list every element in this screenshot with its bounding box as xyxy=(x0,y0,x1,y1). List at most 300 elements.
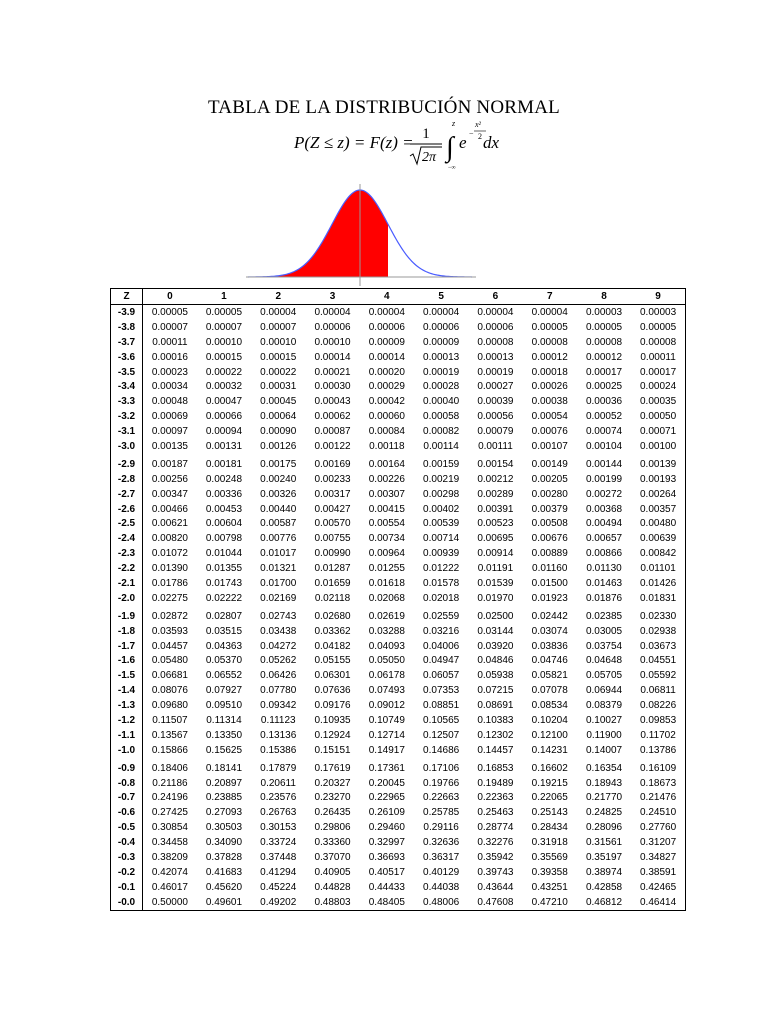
column-header-4: 4 xyxy=(360,289,414,305)
probability-cell: 0.01923 xyxy=(531,592,568,604)
probability-cell: 0.02118 xyxy=(314,592,351,604)
probability-cell: 0.00076 xyxy=(531,426,568,438)
probability-cell: 0.00466 xyxy=(151,503,188,515)
probability-cell: 0.38974 xyxy=(585,866,623,878)
probability-cell: 0.08534 xyxy=(531,700,568,712)
probability-cell: 0.00889 xyxy=(531,548,568,560)
probability-cell: 0.20327 xyxy=(314,777,351,789)
probability-cell: 0.00032 xyxy=(205,381,243,393)
probability-cell: 0.00357 xyxy=(640,503,677,515)
probability-cell: 0.28774 xyxy=(477,822,514,834)
probability-cell: 0.01578 xyxy=(423,577,460,589)
column-header-7: 7 xyxy=(523,289,577,305)
probability-cell: 0.00298 xyxy=(423,488,460,500)
probability-cell: 0.30503 xyxy=(205,822,243,834)
probability-cell: 0.43251 xyxy=(531,881,568,893)
probability-cell: 0.00107 xyxy=(531,440,568,452)
probability-cell: 0.11314 xyxy=(206,714,242,726)
probability-cell: 0.18141 xyxy=(205,762,243,774)
probability-cell: 0.14917 xyxy=(368,744,405,756)
probability-cell: 0.01101 xyxy=(640,563,676,575)
probability-cell: 0.18673 xyxy=(640,777,677,789)
probability-cell: 0.05821 xyxy=(531,670,568,682)
probability-cell: 0.00539 xyxy=(423,518,460,530)
probability-cell: 0.00480 xyxy=(640,518,677,530)
table-row xyxy=(111,728,686,743)
probability-cell: 0.00144 xyxy=(585,458,623,470)
z-value-cell: -0.6 xyxy=(111,805,143,820)
probability-cell: 0.00523 xyxy=(477,518,514,530)
z-value-cell: -3.4 xyxy=(111,379,143,394)
probability-cell: 0.28096 xyxy=(585,822,623,834)
probability-cell: 0.00755 xyxy=(314,533,351,545)
probability-cell: 0.42465 xyxy=(640,881,677,893)
probability-cell: 0.00280 xyxy=(531,488,568,500)
probability-cell: 0.01743 xyxy=(205,577,243,589)
probability-cell: 0.35942 xyxy=(477,852,514,863)
probability-cell: 0.00027 xyxy=(477,381,514,393)
probability-cell: 0.23885 xyxy=(205,792,243,804)
table-row xyxy=(111,320,686,335)
probability-cell: 0.00866 xyxy=(585,548,623,560)
probability-cell: 0.40517 xyxy=(368,866,405,878)
table-row xyxy=(111,606,686,624)
probability-cell: 0.41294 xyxy=(260,866,297,878)
probability-cell: 0.00056 xyxy=(477,411,514,423)
probability-cell: 0.00135 xyxy=(151,440,188,452)
probability-cell: 0.35569 xyxy=(531,852,568,863)
probability-cell: 0.07215 xyxy=(477,685,514,697)
probability-cell: 0.00090 xyxy=(260,426,297,438)
probability-cell: 0.00005 xyxy=(151,306,188,318)
probability-cell: 0.02385 xyxy=(585,610,623,622)
probability-cell: 0.02442 xyxy=(531,610,568,622)
probability-cell: 0.00052 xyxy=(585,411,623,423)
probability-cell: 0.05155 xyxy=(314,655,351,667)
probability-cell: 0.02500 xyxy=(477,610,514,622)
probability-cell: 0.31918 xyxy=(531,837,568,849)
probability-cell: 0.11507 xyxy=(152,714,188,726)
probability-cell: 0.09510 xyxy=(205,700,243,712)
z-value-cell: -2.3 xyxy=(111,546,143,561)
probability-cell: 0.00139 xyxy=(640,458,677,470)
probability-cell: 0.08851 xyxy=(423,700,460,712)
probability-cell: 0.00604 xyxy=(205,518,243,530)
probability-cell: 0.22363 xyxy=(477,792,514,804)
probability-cell: 0.03144 xyxy=(477,625,514,637)
z-value-cell: -3.9 xyxy=(111,305,143,320)
probability-cell: 0.14007 xyxy=(585,744,623,756)
probability-cell: 0.04457 xyxy=(151,640,188,652)
probability-cell: 0.12507 xyxy=(423,729,460,741)
probability-cell: 0.00695 xyxy=(477,533,514,545)
probability-cell: 0.00013 xyxy=(423,351,460,363)
probability-cell: 0.00164 xyxy=(368,458,405,470)
probability-cell: 0.00776 xyxy=(260,533,297,545)
probability-cell: 0.00005 xyxy=(205,306,243,318)
probability-cell: 0.00181 xyxy=(205,458,243,470)
probability-cell: 0.25463 xyxy=(477,807,514,819)
formula-sqrt-arg: 2π xyxy=(422,150,437,165)
probability-cell: 0.01160 xyxy=(532,563,568,575)
probability-cell: 0.00016 xyxy=(151,351,188,363)
probability-cell: 0.00004 xyxy=(477,306,514,318)
probability-cell: 0.00005 xyxy=(585,321,623,333)
formula-lhs: P(Z ≤ z) = F(z) = xyxy=(294,133,414,152)
z-value-cell: -3.6 xyxy=(111,350,143,365)
table-row xyxy=(111,758,686,776)
table-row xyxy=(111,668,686,683)
probability-cell: 0.00024 xyxy=(640,381,677,393)
probability-cell: 0.00014 xyxy=(368,351,405,363)
z-value-cell: -2.0 xyxy=(111,591,143,606)
probability-cell: 0.00007 xyxy=(205,321,243,333)
probability-cell: 0.06426 xyxy=(260,670,297,682)
probability-cell: 0.00008 xyxy=(640,336,677,348)
probability-cell: 0.00226 xyxy=(368,473,405,485)
probability-cell: 0.31207 xyxy=(640,837,677,849)
probability-cell: 0.46017 xyxy=(151,881,188,893)
probability-cell: 0.01255 xyxy=(368,563,405,575)
z-value-cell: -1.4 xyxy=(111,683,143,698)
probability-cell: 0.03673 xyxy=(640,640,677,652)
column-header-8: 8 xyxy=(577,289,631,305)
probability-cell: 0.13786 xyxy=(640,744,677,756)
probability-cell: 0.15151 xyxy=(314,744,351,756)
probability-cell: 0.00087 xyxy=(314,426,351,438)
probability-cell: 0.08226 xyxy=(640,700,677,712)
probability-cell: 0.00964 xyxy=(368,548,405,560)
probability-cell: 0.26109 xyxy=(368,807,405,819)
probability-cell: 0.00019 xyxy=(477,366,514,378)
probability-cell: 0.44038 xyxy=(423,881,460,893)
probability-cell: 0.00008 xyxy=(585,336,623,348)
probability-cell: 0.00154 xyxy=(477,458,514,470)
probability-cell: 0.03288 xyxy=(368,625,405,637)
z-value-cell: -2.4 xyxy=(111,531,143,546)
probability-cell: 0.12714 xyxy=(368,729,405,741)
probability-cell: 0.10204 xyxy=(531,714,568,726)
probability-cell: 0.00100 xyxy=(640,440,677,452)
probability-cell: 0.00021 xyxy=(314,366,351,378)
probability-cell: 0.25143 xyxy=(531,807,568,819)
probability-cell: 0.00006 xyxy=(314,321,351,333)
table-row xyxy=(111,502,686,517)
probability-cell: 0.06178 xyxy=(368,670,405,682)
probability-cell: 0.39743 xyxy=(477,866,514,878)
z-value-cell: -0.8 xyxy=(111,776,143,791)
probability-cell: 0.26435 xyxy=(314,807,351,819)
probability-cell: 0.02743 xyxy=(260,610,297,622)
probability-cell: 0.37828 xyxy=(205,852,243,863)
probability-cell: 0.00017 xyxy=(585,366,623,378)
z-value-cell: -3.3 xyxy=(111,394,143,409)
probability-cell: 0.00030 xyxy=(314,381,351,393)
probability-cell: 0.02169 xyxy=(260,592,297,604)
probability-cell: 0.41683 xyxy=(205,866,243,878)
probability-cell: 0.00004 xyxy=(423,306,460,318)
probability-cell: 0.02330 xyxy=(640,610,677,622)
z-value-cell: -3.1 xyxy=(111,424,143,439)
probability-cell: 0.44828 xyxy=(314,881,351,893)
probability-cell: 0.00126 xyxy=(260,440,297,452)
probability-cell: 0.00006 xyxy=(477,321,514,333)
probability-cell: 0.00676 xyxy=(531,533,568,545)
z-value-cell: -1.5 xyxy=(111,668,143,683)
z-value-cell: -0.3 xyxy=(111,850,143,865)
probability-cell: 0.48006 xyxy=(423,896,460,908)
probability-cell: 0.01539 xyxy=(477,577,514,589)
z-value-cell: -1.8 xyxy=(111,624,143,639)
probability-cell: 0.00022 xyxy=(205,366,243,378)
z-value-cell: -0.9 xyxy=(111,758,143,776)
probability-cell: 0.00097 xyxy=(151,426,188,438)
probability-cell: 0.27760 xyxy=(640,822,677,834)
z-value-cell: -1.7 xyxy=(111,639,143,654)
normal-curve-illustration xyxy=(240,182,480,286)
probability-cell: 0.00205 xyxy=(531,473,568,485)
probability-cell: 0.00064 xyxy=(260,411,297,423)
probability-cell: 0.00368 xyxy=(585,503,623,515)
probability-cell: 0.14231 xyxy=(531,744,568,756)
probability-cell: 0.00026 xyxy=(531,381,568,393)
table-row xyxy=(111,454,686,472)
probability-cell: 0.00029 xyxy=(368,381,405,393)
z-value-cell: -2.7 xyxy=(111,487,143,502)
probability-cell: 0.00031 xyxy=(260,381,297,393)
probability-cell: 0.24825 xyxy=(585,807,623,819)
probability-cell: 0.18943 xyxy=(585,777,623,789)
probability-cell: 0.00118 xyxy=(369,440,405,452)
probability-cell: 0.00587 xyxy=(260,518,297,530)
probability-cell: 0.35197 xyxy=(585,852,623,863)
table-row xyxy=(111,880,686,895)
probability-cell: 0.19215 xyxy=(531,777,568,789)
probability-cell: 0.00035 xyxy=(640,396,677,408)
probability-cell: 0.00004 xyxy=(531,306,568,318)
probability-cell: 0.00264 xyxy=(640,488,677,500)
probability-cell: 0.04746 xyxy=(531,655,568,667)
probability-cell: 0.44433 xyxy=(368,881,405,893)
probability-cell: 0.04947 xyxy=(423,655,460,667)
table-row xyxy=(111,835,686,850)
probability-cell: 0.45620 xyxy=(205,881,243,893)
z-value-cell: -3.8 xyxy=(111,320,143,335)
table-row xyxy=(111,531,686,546)
probability-cell: 0.00415 xyxy=(368,503,405,515)
probability-cell: 0.00007 xyxy=(151,321,188,333)
probability-cell: 0.16354 xyxy=(585,762,623,774)
probability-cell: 0.34458 xyxy=(151,837,188,849)
probability-cell: 0.00015 xyxy=(205,351,243,363)
probability-cell: 0.03754 xyxy=(585,640,623,652)
probability-cell: 0.00714 xyxy=(423,533,460,545)
probability-cell: 0.16109 xyxy=(640,762,677,774)
probability-cell: 0.10749 xyxy=(368,714,405,726)
probability-cell: 0.04648 xyxy=(585,655,623,667)
probability-cell: 0.00028 xyxy=(423,381,460,393)
table-row xyxy=(111,639,686,654)
probability-cell: 0.00104 xyxy=(585,440,623,452)
probability-cell: 0.06811 xyxy=(640,685,676,697)
column-header-2: 2 xyxy=(251,289,305,305)
probability-cell: 0.00069 xyxy=(151,411,188,423)
table-row xyxy=(111,683,686,698)
probability-cell: 0.05370 xyxy=(205,655,243,667)
table-row xyxy=(111,776,686,791)
probability-cell: 0.47608 xyxy=(477,896,514,908)
probability-cell: 0.16853 xyxy=(477,762,514,774)
z-value-cell: -2.2 xyxy=(111,561,143,576)
probability-cell: 0.07927 xyxy=(205,685,243,697)
probability-cell: 0.00094 xyxy=(205,426,243,438)
probability-cell: 0.01355 xyxy=(205,563,243,575)
probability-cell: 0.45224 xyxy=(260,881,297,893)
probability-cell: 0.48803 xyxy=(314,896,351,908)
probability-cell: 0.49202 xyxy=(260,896,297,908)
probability-cell: 0.00621 xyxy=(151,518,188,530)
probability-cell: 0.00018 xyxy=(531,366,568,378)
probability-cell: 0.07493 xyxy=(368,685,405,697)
probability-cell: 0.39358 xyxy=(531,866,568,878)
probability-cell: 0.05705 xyxy=(585,670,623,682)
table-row xyxy=(111,591,686,606)
probability-cell: 0.29116 xyxy=(423,822,459,834)
probability-cell: 0.02680 xyxy=(314,610,351,622)
probability-cell: 0.00019 xyxy=(423,366,460,378)
probability-cell: 0.00074 xyxy=(585,426,623,438)
formula-integral-sign: ∫ xyxy=(446,132,454,163)
table-row xyxy=(111,653,686,668)
probability-cell: 0.15625 xyxy=(205,744,243,756)
probability-cell: 0.01659 xyxy=(314,577,351,589)
z-value-cell: -3.7 xyxy=(111,335,143,350)
probability-cell: 0.46414 xyxy=(640,896,677,908)
table-row xyxy=(111,394,686,409)
probability-cell: 0.00842 xyxy=(640,548,677,560)
probability-cell: 0.00494 xyxy=(585,518,623,530)
formula-differential: dx xyxy=(483,133,500,152)
probability-cell: 0.00657 xyxy=(585,533,623,545)
probability-cell: 0.00054 xyxy=(531,411,568,423)
probability-cell: 0.00062 xyxy=(314,411,351,423)
probability-cell: 0.22965 xyxy=(368,792,405,804)
probability-cell: 0.06057 xyxy=(423,670,460,682)
probability-cell: 0.08691 xyxy=(477,700,514,712)
probability-cell: 0.00010 xyxy=(205,336,243,348)
probability-cell: 0.00256 xyxy=(151,473,188,485)
probability-cell: 0.07353 xyxy=(423,685,460,697)
formula-exp-num: x² xyxy=(475,120,481,129)
probability-cell: 0.00038 xyxy=(531,396,568,408)
probability-cell: 0.15386 xyxy=(260,744,297,756)
probability-cell: 0.00939 xyxy=(423,548,460,560)
z-value-cell: -2.1 xyxy=(111,576,143,591)
probability-cell: 0.16602 xyxy=(531,762,568,774)
probability-cell: 0.00025 xyxy=(585,381,623,393)
probability-cell: 0.00012 xyxy=(531,351,568,363)
table-row xyxy=(111,546,686,561)
column-header-0: 0 xyxy=(143,289,197,305)
probability-cell: 0.33360 xyxy=(314,837,351,849)
table-row xyxy=(111,335,686,350)
probability-cell: 0.00734 xyxy=(368,533,405,545)
probability-cell: 0.11123 xyxy=(260,714,296,726)
table-row xyxy=(111,576,686,591)
probability-cell: 0.38591 xyxy=(640,866,677,878)
probability-cell: 0.05050 xyxy=(368,655,405,667)
probability-cell: 0.00193 xyxy=(640,473,677,485)
z-value-cell: -1.2 xyxy=(111,713,143,728)
probability-cell: 0.03216 xyxy=(423,625,460,637)
z-value-cell: -0.1 xyxy=(111,880,143,895)
probability-cell: 0.01876 xyxy=(585,592,623,604)
probability-cell: 0.12100 xyxy=(531,729,568,741)
probability-cell: 0.09853 xyxy=(640,714,677,726)
probability-cell: 0.00307 xyxy=(368,488,405,500)
probability-cell: 0.00379 xyxy=(531,503,568,515)
probability-cell: 0.20897 xyxy=(205,777,243,789)
probability-cell: 0.01831 xyxy=(640,592,677,604)
probability-cell: 0.12302 xyxy=(477,729,514,741)
formula-exp-sign: − xyxy=(469,129,474,138)
table-row xyxy=(111,698,686,713)
probability-cell: 0.00009 xyxy=(423,336,460,348)
probability-cell: 0.00440 xyxy=(260,503,297,515)
probability-cell: 0.22663 xyxy=(423,792,460,804)
probability-cell: 0.02938 xyxy=(640,625,677,637)
probability-cell: 0.02619 xyxy=(368,610,405,622)
probability-cell: 0.00012 xyxy=(585,351,623,363)
probability-cell: 0.13350 xyxy=(205,729,243,741)
probability-cell: 0.18406 xyxy=(151,762,188,774)
table-row xyxy=(111,439,686,454)
probability-cell: 0.48405 xyxy=(368,896,405,908)
z-value-cell: -1.9 xyxy=(111,606,143,624)
probability-cell: 0.00122 xyxy=(314,440,351,452)
z-value-cell: -0.2 xyxy=(111,865,143,880)
probability-cell: 0.00798 xyxy=(205,533,243,545)
probability-cell: 0.04006 xyxy=(423,640,460,652)
probability-cell: 0.00066 xyxy=(205,411,243,423)
probability-cell: 0.17619 xyxy=(314,762,351,774)
probability-cell: 0.06301 xyxy=(314,670,351,682)
probability-cell: 0.14457 xyxy=(477,744,514,756)
probability-cell: 0.00149 xyxy=(531,458,568,470)
table-row xyxy=(111,850,686,865)
page-title: TABLA DE LA DISTRIBUCIÓN NORMAL xyxy=(208,97,560,118)
probability-cell: 0.37448 xyxy=(260,852,297,863)
probability-cell: 0.42858 xyxy=(585,881,623,893)
probability-cell: 0.17361 xyxy=(368,762,405,774)
probability-cell: 0.01618 xyxy=(368,577,405,589)
table-row xyxy=(111,561,686,576)
probability-cell: 0.00034 xyxy=(151,381,188,393)
probability-cell: 0.00248 xyxy=(205,473,243,485)
probability-cell: 0.10027 xyxy=(585,714,623,726)
probability-cell: 0.25785 xyxy=(423,807,460,819)
probability-cell: 0.03836 xyxy=(531,640,568,652)
probability-cell: 0.00071 xyxy=(640,426,677,438)
probability-cell: 0.00554 xyxy=(368,518,405,530)
table-row xyxy=(111,713,686,728)
probability-cell: 0.00014 xyxy=(314,351,351,363)
probability-cell: 0.01072 xyxy=(151,548,188,560)
probability-cell: 0.00233 xyxy=(314,473,351,485)
probability-cell: 0.00131 xyxy=(205,440,243,452)
probability-cell: 0.28434 xyxy=(531,822,568,834)
probability-cell: 0.06944 xyxy=(585,685,623,697)
